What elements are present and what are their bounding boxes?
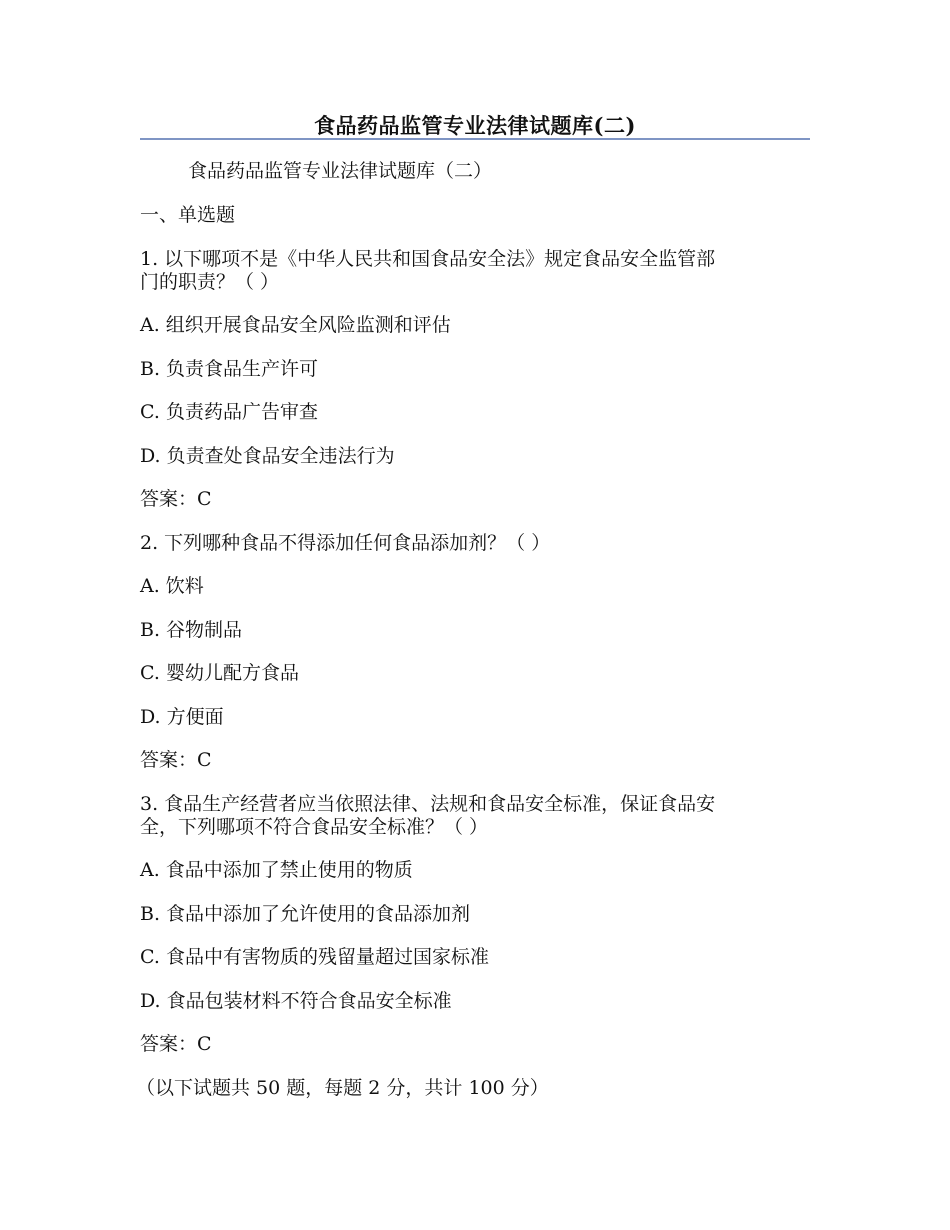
question-3-stem-line-1: 3. 食品生产经营者应当依照法律、法规和食品安全标准，保证食品安 — [140, 792, 716, 815]
question-3 — [140, 793, 810, 1057]
question-2-option-a: A. 饮料 — [140, 575, 204, 597]
question-1-option-a: A. 组织开展食品安全风险监测和评估 — [140, 314, 451, 336]
question-3-option-a: A. 食品中添加了禁止使用的物质 — [140, 859, 413, 881]
question-3-option-d: D. 食品包装材料不符合食品安全标准 — [140, 989, 452, 1012]
question-2-option-b: B. 谷物制品 — [140, 618, 243, 641]
question-1 — [140, 248, 810, 512]
question-3-answer: 答案：C — [140, 1033, 212, 1055]
page-title: 食品药品监管专业法律试题库(二) — [314, 113, 636, 138]
question-1-stem-line-1: 1. 以下哪项不是《中华人民共和国食品安全法》规定食品安全监管部 — [140, 247, 716, 270]
document-subtitle: 食品药品监管专业法律试题库（二） — [188, 160, 493, 182]
document-body — [136, 160, 810, 1100]
question-3-option-c: C. 食品中有害物质的残留量超过国家标准 — [140, 946, 489, 968]
question-1-option-d: D. 负责查处食品安全违法行为 — [140, 444, 395, 467]
question-1-stem-line-2: 门的职责？（ ） — [140, 270, 280, 293]
title-divider — [140, 138, 810, 140]
question-3-option-b: B. 食品中添加了允许使用的食品添加剂 — [140, 902, 471, 925]
section-heading: 一、单选题 — [140, 204, 236, 226]
question-1-answer: 答案：C — [140, 488, 212, 510]
exam-note: （以下试题共 50 题，每题 2 分，共计 100 分） — [136, 1076, 549, 1099]
question-2-option-c: C. 婴幼儿配方食品 — [140, 662, 299, 684]
question-1-option-b: B. 负责食品生产许可 — [140, 357, 319, 380]
question-3-stem-line-2: 全，下列哪项不符合食品安全标准？（ ） — [140, 815, 489, 838]
question-2 — [140, 532, 810, 773]
question-1-option-c: C. 负责药品广告审查 — [140, 401, 318, 423]
question-2-option-d: D. 方便面 — [140, 705, 224, 728]
question-2-answer: 答案：C — [140, 749, 212, 771]
question-2-stem: 2. 下列哪种食品不得添加任何食品添加剂？（ ） — [140, 531, 551, 554]
